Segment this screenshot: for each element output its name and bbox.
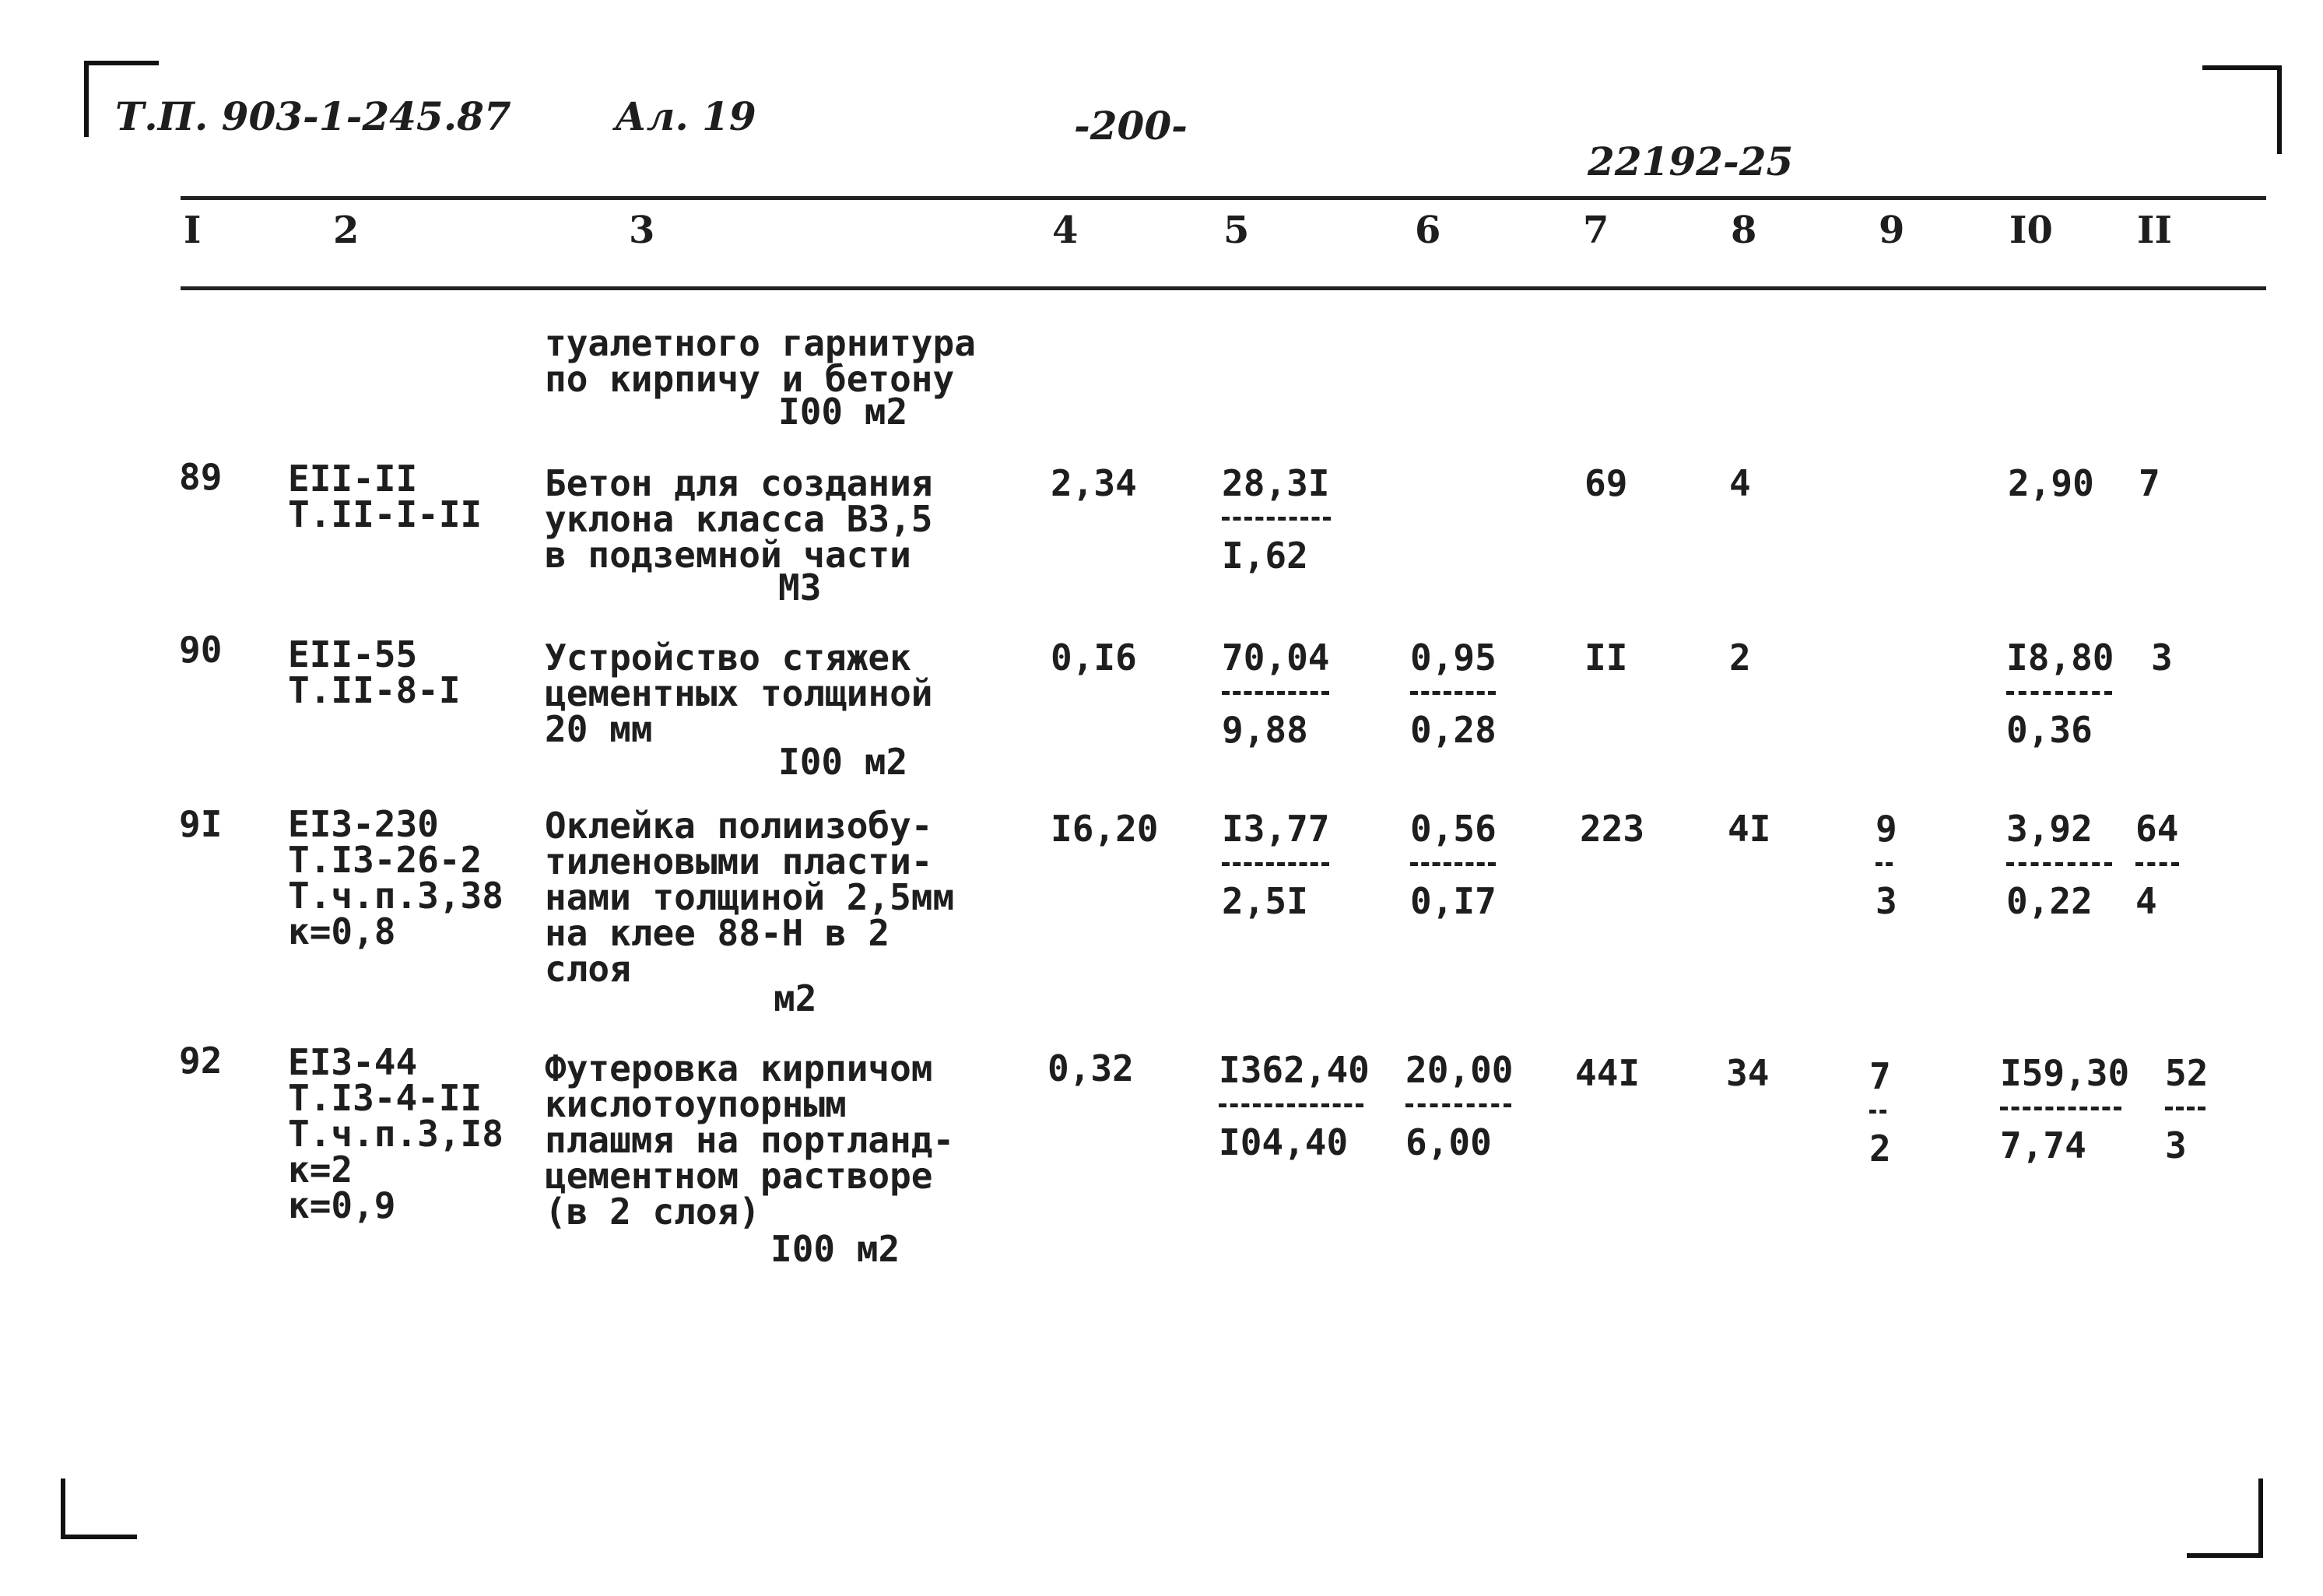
project-code: Т.П. 903-1-245.87 xyxy=(115,93,511,139)
fraction-bar xyxy=(2006,691,2112,695)
column-header: 8 xyxy=(1731,209,1757,252)
frame-corner-bottom-left xyxy=(61,1478,137,1539)
fraction-denominator: 0,36 xyxy=(2006,709,2093,751)
fraction-col10 xyxy=(2006,808,2112,922)
item-description: Футеровка кирпичом кислотоупорным плашмя на портланд- цементном растворе (в 2 слоя) xyxy=(545,1047,955,1233)
column-header: I xyxy=(184,209,202,252)
fraction-numerator: 64 xyxy=(2135,808,2179,850)
column-header: 5 xyxy=(1223,209,1250,252)
item-unit: I00 м2 xyxy=(770,1228,900,1270)
doc-number: 22192-25 xyxy=(1588,139,1794,184)
fraction-col9 xyxy=(1869,1055,1891,1170)
cell-col4: 0,I6 xyxy=(1051,637,1137,679)
fraction-numerator: I3,77 xyxy=(1222,808,1330,850)
fraction-denominator: I,62 xyxy=(1222,535,1308,577)
frame-corner-top-right xyxy=(2202,65,2282,154)
cell-col11: 3 xyxy=(2151,637,2173,679)
row-number: 89 xyxy=(179,456,223,498)
fraction-bar xyxy=(1219,1103,1363,1107)
column-header: 3 xyxy=(629,209,655,252)
cell-col8: 2 xyxy=(1729,637,1751,679)
item-unit: м2 xyxy=(774,977,817,1019)
fraction-numerator: I59,30 xyxy=(2000,1052,2130,1094)
fraction-col11 xyxy=(2165,1052,2209,1166)
fraction-col6 xyxy=(1405,1049,1514,1163)
fraction-col9 xyxy=(1876,808,1897,922)
fraction-bar xyxy=(1410,691,1496,695)
fraction-col5 xyxy=(1222,637,1330,751)
item-unit: I00 м2 xyxy=(778,741,908,783)
rate-code: EI3-230 Т.I3-26-2 Т.ч.п.3,38 к=0,8 xyxy=(288,803,504,952)
fraction-bar xyxy=(1869,1110,1886,1114)
item-description: Оклейка полиизобу- тиленовыми пласти- нами толщиной 2,5мм на клее 88-Н в 2 слоя xyxy=(545,805,955,990)
cell-col7: 223 xyxy=(1580,808,1645,850)
fraction-denominator: 2,5I xyxy=(1222,880,1308,922)
column-header: I0 xyxy=(2009,209,2053,252)
fraction-bar xyxy=(1222,862,1329,866)
cell-col8: 34 xyxy=(1726,1052,1770,1094)
fraction-bar xyxy=(1405,1103,1511,1107)
fraction-col10 xyxy=(2000,1052,2130,1166)
fraction-bar xyxy=(2000,1107,2121,1110)
fraction-bar xyxy=(2165,1107,2205,1110)
fraction-col10 xyxy=(2006,637,2114,751)
fraction-col11 xyxy=(2135,808,2179,922)
column-header: 2 xyxy=(333,209,360,252)
fraction-numerator: 28,3I xyxy=(1222,462,1330,504)
fraction-col5 xyxy=(1219,1049,1370,1163)
fraction-denominator: 3 xyxy=(1876,880,1897,922)
fraction-numerator: 9 xyxy=(1876,808,1897,850)
fraction-numerator: I8,80 xyxy=(2006,637,2114,679)
item-description: туалетного гарнитура по кирпичу и бетону xyxy=(545,322,976,400)
column-header: 4 xyxy=(1052,209,1079,252)
cell-col4: 0,32 xyxy=(1047,1047,1134,1089)
rate-code: EI3-44 Т.I3-4-II Т.ч.п.3,I8 к=2 к=0,9 xyxy=(288,1041,504,1226)
fraction-numerator: 20,00 xyxy=(1405,1049,1514,1091)
fraction-numerator: 0,56 xyxy=(1410,808,1497,850)
header-rule-bottom xyxy=(181,286,2266,290)
fraction-denominator: 4 xyxy=(2135,880,2157,922)
item-description: Устройство стяжек цементных толщиной 20 мм xyxy=(545,637,933,750)
fraction-col5 xyxy=(1222,462,1331,577)
fraction-numerator: 0,95 xyxy=(1410,637,1497,679)
fraction-denominator: 7,74 xyxy=(2000,1124,2086,1166)
fraction-denominator: 0,I7 xyxy=(1410,880,1497,922)
cell-col11: 7 xyxy=(2139,462,2160,504)
row-number: 92 xyxy=(179,1040,223,1082)
fraction-col6 xyxy=(1410,808,1497,922)
fraction-bar xyxy=(1222,517,1331,521)
fraction-col6 xyxy=(1410,637,1497,751)
column-header: 9 xyxy=(1879,209,1905,252)
sheet-label: Ал. 19 xyxy=(615,93,756,139)
item-description: Бетон для создания уклона класса В3,5 в подземной части xyxy=(545,462,933,576)
fraction-denominator: 0,22 xyxy=(2006,880,2093,922)
fraction-denominator: 2 xyxy=(1869,1128,1891,1170)
cell-col7: 44I xyxy=(1575,1052,1640,1094)
fraction-numerator: 3,92 xyxy=(2006,808,2093,850)
fraction-bar xyxy=(2006,862,2112,866)
fraction-denominator: 9,88 xyxy=(1222,709,1308,751)
column-header: 7 xyxy=(1583,209,1609,252)
rate-code: EII-II Т.II-I-II xyxy=(288,458,482,535)
rate-code: EII-55 Т.II-8-I xyxy=(288,633,461,711)
item-unit: М3 xyxy=(778,566,822,609)
column-header: 6 xyxy=(1415,209,1441,252)
frame-corner-bottom-right xyxy=(2187,1478,2263,1558)
cell-col8: 4I xyxy=(1728,808,1771,850)
fraction-denominator: 3 xyxy=(2165,1124,2187,1166)
row-number: 90 xyxy=(179,629,223,671)
fraction-denominator: 0,28 xyxy=(1410,709,1497,751)
fraction-bar xyxy=(1410,862,1496,866)
cell-col7: 69 xyxy=(1584,462,1628,504)
fraction-numerator: 52 xyxy=(2165,1052,2209,1094)
fraction-denominator: I04,40 xyxy=(1219,1121,1349,1163)
fraction-bar xyxy=(1876,862,1893,866)
fraction-denominator: 6,00 xyxy=(1405,1121,1492,1163)
cell-col7: II xyxy=(1584,637,1628,679)
cell-col8: 4 xyxy=(1729,462,1751,504)
fraction-numerator: 7 xyxy=(1869,1055,1891,1097)
page-number: -200- xyxy=(1074,103,1188,149)
item-unit: I00 м2 xyxy=(778,391,908,433)
cell-col4: I6,20 xyxy=(1051,808,1159,850)
cell-col4: 2,34 xyxy=(1051,462,1137,504)
fraction-bar xyxy=(1222,691,1329,695)
column-header: II xyxy=(2137,209,2172,252)
fraction-bar xyxy=(2135,862,2179,866)
fraction-numerator: 70,04 xyxy=(1222,637,1330,679)
fraction-numerator: I362,40 xyxy=(1219,1049,1370,1091)
row-number: 9I xyxy=(179,803,223,845)
header-rule-top xyxy=(181,196,2266,200)
cell-col10: 2,90 xyxy=(2008,462,2094,504)
fraction-col5 xyxy=(1222,808,1330,922)
